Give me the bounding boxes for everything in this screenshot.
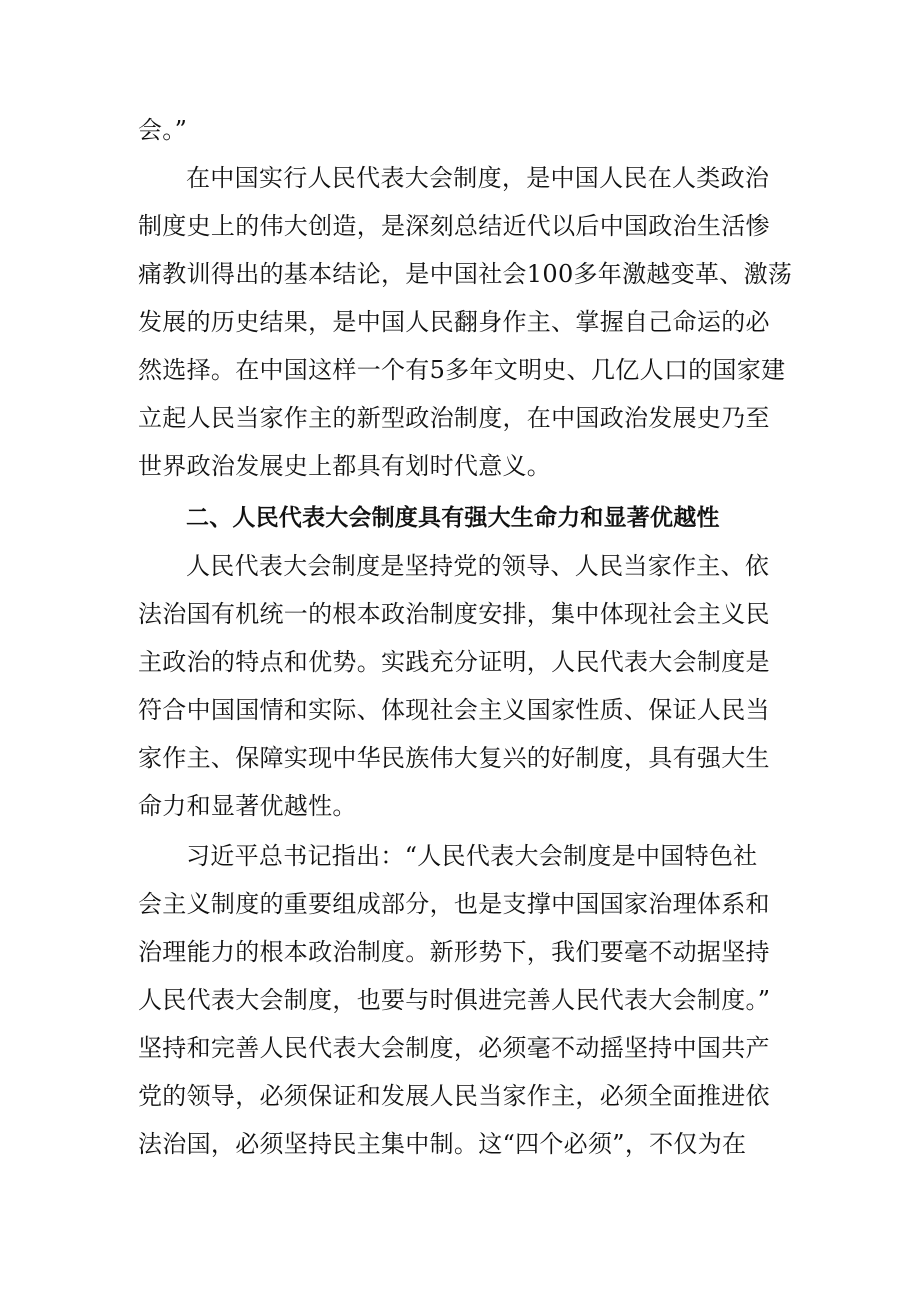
paragraph-3-line-1: 人民代表大会制度是坚持党的领导、人民当家作主、依	[186, 552, 770, 580]
paragraph-4-line-1: 习近平总书记指出：“人民代表大会制度是中国特色社	[186, 842, 758, 870]
paragraph-3-line-4: 符合中国国情和实际、体现社会主义国家性质、保证人民当	[138, 696, 770, 724]
section-heading: 二、人民代表大会制度具有强大生命力和显著优越性	[186, 505, 720, 531]
paragraph-3-line-6: 命力和显著优越性。	[138, 792, 357, 820]
paragraph-4-line-5: 坚持和完善人民代表大会制度，必须毫不动摇坚持中国共产	[138, 1034, 770, 1062]
paragraph-3-line-3: 主政治的特点和优势。实践充分证明，人民代表大会制度是	[138, 648, 770, 676]
paragraph-2-line-2: 制度史上的伟大创造，是深刻总结近代以后中国政治生活惨	[138, 212, 770, 240]
paragraph-4-line-7: 法治国，必须坚持民主集中制。这“四个必须”，不仅为在	[138, 1130, 747, 1158]
paragraph-3-line-5: 家作主、保障实现中华民族伟大复兴的好制度，具有强大生	[138, 744, 770, 772]
paragraph-2-line-3: 痛教训得出的基本结论，是中国社会100多年激越变革、激荡	[138, 260, 793, 288]
paragraph-1-line-1: 会。”	[138, 116, 188, 144]
paragraph-4-line-4: 人民代表大会制度，也要与时俱进完善人民代表大会制度。”	[138, 986, 771, 1014]
paragraph-4-line-6: 党的领导，必须保证和发展人民当家作主，必须全面推进依	[138, 1082, 770, 1110]
paragraph-2-line-4: 发展的历史结果，是中国人民翻身作主、掌握自己命运的必	[138, 308, 770, 336]
paragraph-2-line-5: 然选择。在中国这样一个有5多年文明史、几亿人口的国家建	[138, 356, 786, 384]
paragraph-4-line-3: 治理能力的根本政治制度。新形势下，我们要毫不动据坚持	[138, 938, 770, 966]
paragraph-2-line-6: 立起人民当家作主的新型政治制度，在中国政治发展史乃至	[138, 404, 770, 432]
paragraph-4-line-2: 会主义制度的重要组成部分，也是支撑中国国家治理体系和	[138, 890, 770, 918]
paragraph-2-line-1: 在中国实行人民代表大会制度，是中国人民在人类政治	[186, 164, 770, 192]
paragraph-2-line-7: 世界政治发展史上都具有划时代意义。	[138, 452, 552, 480]
paragraph-3-line-2: 法治国有机统一的根本政治制度安排，集中体现社会主义民	[138, 600, 770, 628]
